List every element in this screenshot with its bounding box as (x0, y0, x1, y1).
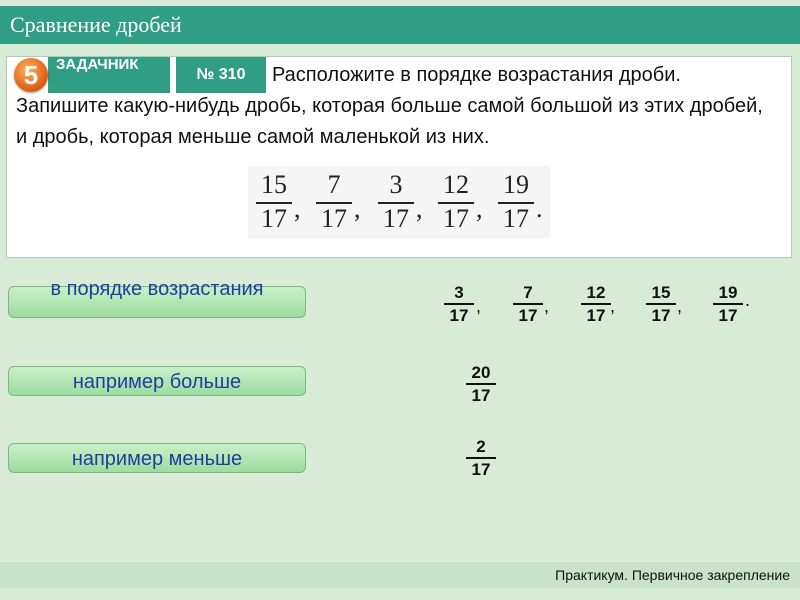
task-text: Расположите в порядке возрастания дроби. Запишите какую-нибудь дробь, которая больше самой большой из этих дробей, и дробь, которая меньше самой маленькой из них. (16, 64, 763, 148)
punctuation: , (677, 296, 683, 316)
punctuation: , (610, 296, 616, 316)
punctuation: , (544, 296, 550, 316)
task-level-badge: 5 (14, 58, 48, 92)
denominator: 17 (449, 306, 469, 325)
denominator: 17 (651, 306, 671, 325)
denominator: 17 (718, 306, 738, 325)
punctuation: , (476, 194, 483, 223)
example-less-button[interactable]: например меньше (8, 443, 306, 473)
punctuation: . (745, 290, 751, 310)
denominator: 17 (503, 204, 529, 233)
ascending-order-button[interactable] (8, 278, 306, 318)
numerator: 20 (471, 363, 491, 382)
numerator: 2 (476, 437, 486, 456)
numerator: 7 (327, 170, 341, 199)
footer (0, 562, 800, 588)
punctuation: . (536, 194, 543, 223)
denominator: 17 (443, 204, 469, 233)
answer-fraction (712, 282, 744, 326)
task-fractions-image (248, 166, 550, 238)
ascending-order-label: в порядке возрастания (50, 278, 264, 300)
denominator: 17 (586, 306, 606, 325)
less-fraction (465, 436, 497, 480)
punctuation: , (416, 194, 423, 223)
numerator: 19 (718, 283, 738, 302)
greater-fraction (465, 362, 497, 406)
answer-fraction (580, 282, 612, 326)
denominator: 17 (471, 386, 491, 405)
numerator: 15 (651, 283, 671, 302)
denominator: 17 (471, 460, 491, 479)
denominator: 17 (321, 204, 347, 233)
task-book-label: ЗАДАЧНИК (48, 57, 170, 93)
numerator: 3 (389, 170, 403, 199)
footer-text: Практикум. Первичное закрепление (555, 567, 790, 583)
numerator: 12 (443, 170, 469, 199)
numerator: 7 (523, 283, 533, 302)
numerator: 3 (454, 283, 464, 302)
answer-fraction (645, 282, 677, 326)
punctuation: , (354, 194, 361, 223)
slide-title: Сравнение дробей (0, 6, 800, 44)
punctuation: , (294, 194, 301, 223)
denominator: 17 (383, 204, 409, 233)
task-number: № 310 (176, 57, 266, 93)
numerator: 12 (586, 283, 606, 302)
answer-fraction (443, 282, 475, 326)
answer-fraction (512, 282, 544, 326)
example-greater-button[interactable]: например больше (8, 366, 306, 396)
denominator: 17 (518, 306, 538, 325)
numerator: 15 (261, 170, 287, 199)
punctuation: , (476, 296, 482, 316)
numerator: 19 (503, 170, 529, 199)
denominator: 17 (261, 204, 287, 233)
